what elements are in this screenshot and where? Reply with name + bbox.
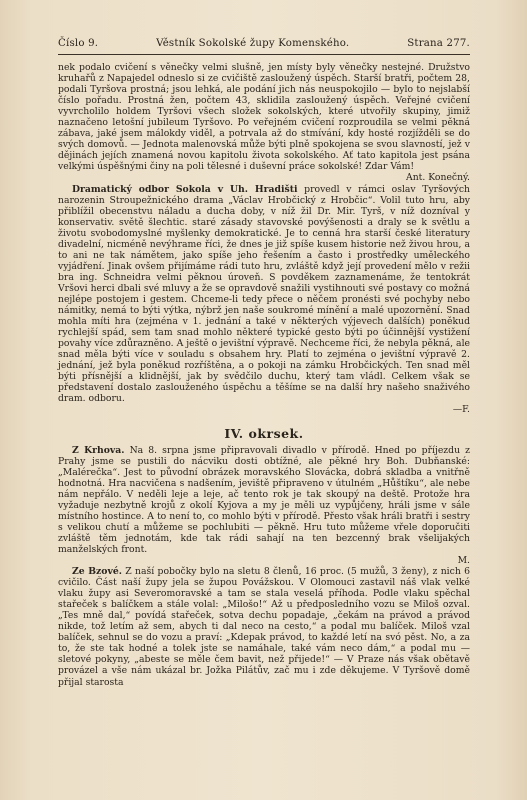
running-header — [58, 38, 470, 49]
paragraph-dramaticky-odbor: Dramatický odbor Sokola v Uh. Hradišti provedl v rámci oslav Tyršových narozenin Stroupežnického drama „Václav Hrobčický z Hrobčic“. Volil tuto hru, aby přiblížil obecenstvu náladu a ducha doby, v níž žil Dr. Mir. Tyrš, v níž dozníval y konservativ. světě šlechtic. staré zásady stavovské povýšenosti a draly se k světlu a životu svobodomyslné myšlenky demokratické. Je to cenná hra starší české literatury divadelní, nicméně nevýhrame říci, že dnes je již spíše kusem historie než živou hrou, a to ani ne tak námětem, jako spíše jeho řešením a často i prostředky uměleckého vyjádření. Jinak ovšem přijímáme rádi tuto hru, zvláště když její provedení mělo v režii bra ing. Schneidra velmi pěknou úroveň. S povděkem zaznamenáme, že tentokrát Vršovi herci dbali své mluvy a že se opravdově snažili vystihnouti své postavy co možná nejlépe postojem i gestem. Chceme-li tedy přece o něčem pronésti své pochyby nebo námitky, nemá to býti výtka, nýbrž jen naše soukromé mínění a malé upozornění. Snad mohla míti hra (zejména v 1. jednání a také v některých výjevech dalších) poněkud rychlejší spád, sem tam snad mohlo některé typické gesto býti po účinnější vystižení povahy více zdůrazněno. A ještě o jevištní výpravě. Nechceme říci, že nebyla pěkná, ale snad měla býti více v souladu s obsahem hry. Platí to zejména o jevištní výpravě 2. jednání, jež byla poněkud rozříštěna, a o pokoji na zámku Hrobčických. Ten snad měl býti přísnější a klidnější, jak by svědčilo duchu, který tam vládl. Celkem však se představení dostalo zaslouženého úspěchu a těšíme se na další hry našeho snaživého dram. odboru. — [58, 183, 470, 405]
signature-row — [58, 404, 470, 415]
article-body — [58, 62, 470, 688]
signature: —F. — [452, 404, 470, 416]
paragraph-lead: Z Krhova. — [72, 444, 125, 456]
issue-number: Číslo 9. — [58, 38, 99, 49]
header-rule — [58, 54, 470, 55]
paragraph-lead: Ze Bzové. — [72, 566, 122, 578]
signature-row — [58, 172, 470, 183]
paragraph-malenovice: nek podalo cvičení s věnečky velmi slušně, jen místy byly věnečky nestejné. Družstvo kruhařů z Napajedel odneslo si ze cvičiště zasloužený úspěch. Starší bratři, počtem 28, podali Tyršova prostná; jsou lehká, ale podání jich nás neuspokojilo — bylo to nejslabší číslo pořadu. Prostná žen, počtem 43, sklidila zasloužený úspěch. Veřejné cvičení vyvrcholilo holdem Tyršovi všech složek sokolských, které utvořily skupiny, jimiž naznačeno letošní jubileum Tyršovo. Po veřejném cvičení rozproudila se velmi pěkná zábava, jaké jsem málokdy viděl, a potrvala až do stmívání, kdy hosté rozjížděli se do svých domovů. — Jednota malenovská může býti plně spokojena se svou slavností, jež v dějinách jejích znamená novou kapitolu života sokolského. Ať tato kapitola jest psána velkými úspěšnými činy na poli tělesné i duševní práce sokolské! Zdar Vám! — [58, 62, 470, 173]
signature: Ant. Konečný. — [406, 172, 470, 184]
paragraph-lead: Dramatický odbor Sokola v Uh. Hradišti — [72, 183, 298, 195]
paragraph-krhov: Z Krhova. Na 8. srpna jsme připravovali divadlo v přírodě. Hned po příjezdu z Prahy jsme se pustili do nácviku dosti obtížné, ale pěkné hry Boh. Dubňanské: „Malérečka“. Jest to původní obrázek moravského Slovácka, dobrá skladba a vnitřně hodnotná. Hra nacvičena s nadšením, jeviště připraveno v útulném „Hůštíku“, ale nebe nám nepřálo. V neděli leje a leje, ač tento rok je tak skoupý na deště. Protože hra vyžaduje nezbytně krojů z okolí Kyjova a my je měli uz vypůjčeny, hráli jsme v sále místního hostince. A to není to, co mohlo býti v přírodě. Přesto však hráli bratři i sestry s velikou chutí a můžeme se pochlubiti — pěkně. Hru tuto můžeme vřele doporučiti zvláště těm jednotám, kde tak rádi sahají na ten bezcenný brak všelijakých manželských front. — [58, 444, 470, 555]
journal-title: Věstník Sokolské župy Komenského. — [156, 38, 350, 49]
signature-row — [58, 555, 470, 566]
signature: M. — [457, 555, 470, 567]
page-number: Strana 277. — [407, 38, 470, 49]
paragraph-bzova: Ze Bzové. Z naší pobočky bylo na sletu 8 členů, 16 proc. (5 mužů, 3 ženy), z nich 6 cvičilo. Část naší župy jela se župou Povážskou. V Olomouci zastavil náš vlak velké vlaku župy asi Severomoravské a tam se stala veselá příhoda. Podle vlaku spěchal stařeček s balíčkem a stále volal: „Milošo!“ Až u předposledního vozu se Miloš ozval. „Tes mně dal,“ povídá stařeček, sotva dechu popadaje, „čekám na právod a právod nikde, tož letím až sem, abych ti dal neco na cesto,“ a podal mu balíček. Miloš vzal balíček, sehnul se do vozu a praví: „Kdepak právod, to každé letí na svó pěst. No, a za to, že ste tak hodné a tolek jste se namáhale, také vám neco dám,“ a podal mu — sletové pokyny, „abeste se měle čem bavit, než přijede!“ — V Praze nás však obětavě provázel a vše nám ukázal br. Jožka Pilátův, zač mu i zde děkujeme. V Tyršově domě přijal starosta — [58, 566, 470, 688]
section-heading: IV. okrsek. — [224, 425, 304, 441]
